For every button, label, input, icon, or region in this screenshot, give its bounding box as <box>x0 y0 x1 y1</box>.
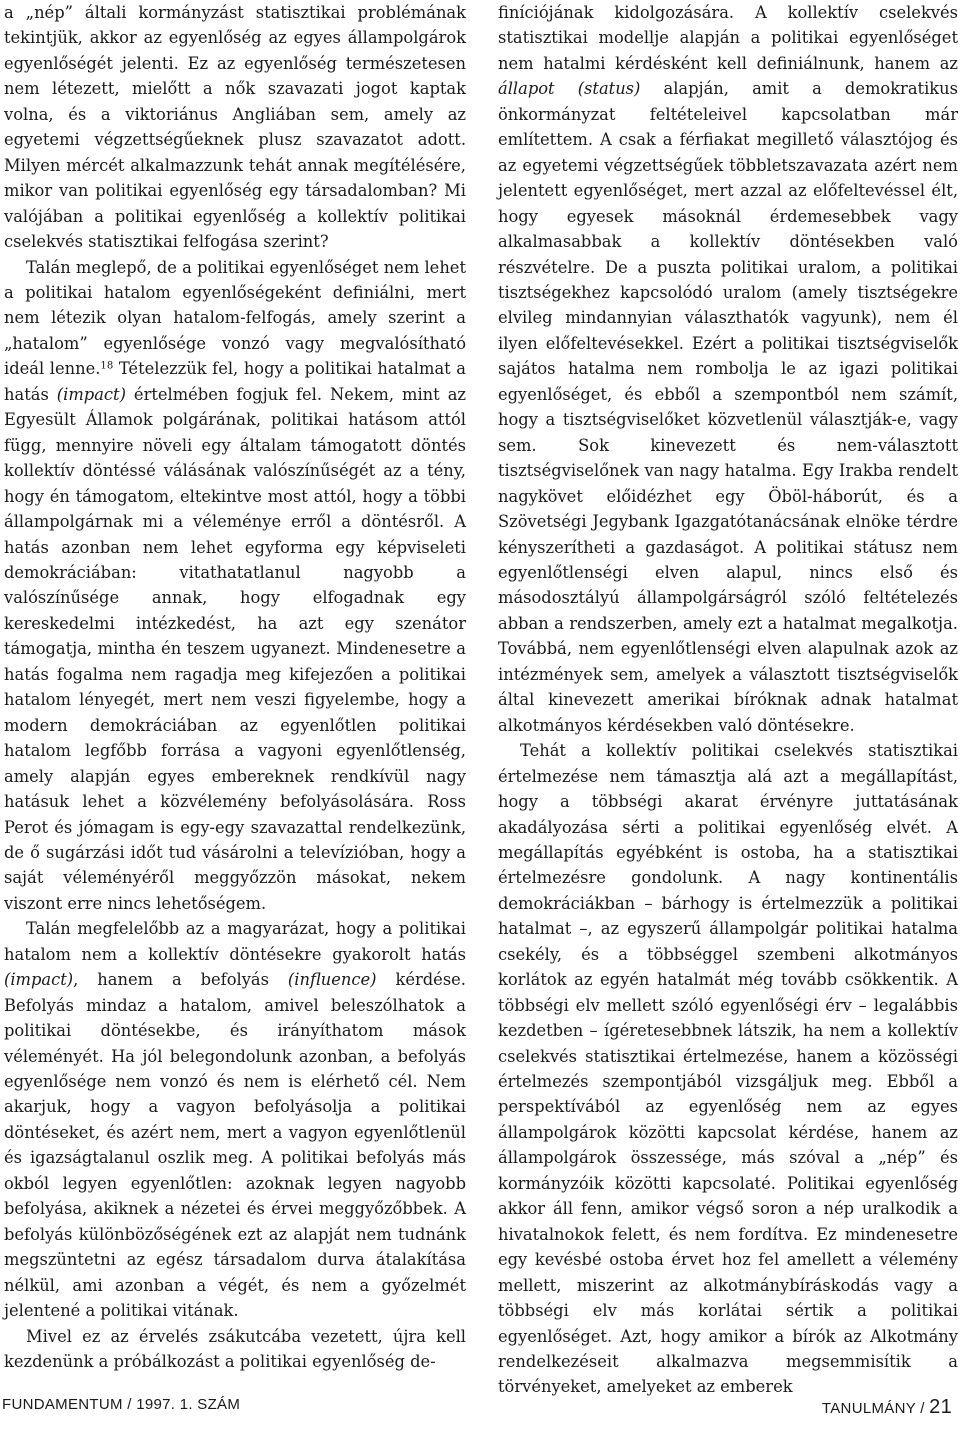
right-paragraph-2 <box>498 738 958 1400</box>
paragraph-text: Tehát a kollektív politikai cselekvés statisztikai értelmezése nem támasztja alá azt a megállapítást, hogy a többségi akarat érvényre juttatásának akadályozása sérti a politikai egyenlőség elvét. A megállapítás egyébként is ostoba, ha a statisztikai értelmezésre gondolunk. A nagy kontinentális demokráciákban – bárhogy is értelmezzük a politikai hatalmat –, az egyszerű állampolgár politikai hatalma csekély, és a többséggel szembeni alkotmányos korlátok az egyén hatalmát még tovább csökkentik. A többségi elv mellett szóló egyenlőségi érv – legalábbis kezdetben – ígéretesebbnek látszik, ha nem a kollektív cselekvés statisztikai értelmezése, hanem a közösségi értelmezés szempontjából vizsgáljuk meg. Ebből a perspektívából az egyenlőség nem az egyes állampolgárok közötti kapcsolat kérdése, hanem az állampolgárok összessége, más szóval a „nép” és kormányzóik közötti kapcsolaté. Politikai egyenlőség akkor áll fenn, amikor végső soron a nép uralkodik a hivatalnokok felett, és nem fordítva. Ez mindenesetre egy kevésbé ostoba érvet hoz fel amellett a vélemény mellett, miszerint az alkotmánybíráskodás vagy a többségi elv más korlátai sértik a politikai egyenlőséget. Azt, hogy amikor a bírók az Alkotmány rendelkezéseit alkalmazva megsemmisítik a törvényeket, amelyeket az emberek <box>498 741 958 1397</box>
paragraph-text: kérdése. Befolyás mindaz a hatalom, amivel beleszólhatok a politikai döntésekbe, és irányíthatom mások véleményét. Ha jól belegondolunk azonban, a befolyás egyenlősége nem vonzó és nem is elérhető cél. Nem akarjuk, hogy a vagyon befolyásolja a politikai döntéseket, és azért nem, mert a vagyon egyenlőtlenül és igazságtalanul oszlik meg. A politikai befolyás más okból legyen egyenlőtlen: azoknak legyen nagyobb befolyása, akiknek a nézetei és érvei meggyőzőbbek. A befolyás különbözőségének ezt az alapját nem tudnánk megszüntetni az egész társadalom durva átalakítása nélkül, ami azonban a végét, és nem a győzelmét jelentené a politikai vitának. <box>4 970 466 1321</box>
paragraph-text: Mivel ez az érvelés zsákutcába vezetett, újra kell kezdenünk a próbálkozást a politikai egyenlőség de- <box>4 1326 466 1372</box>
left-column <box>4 0 466 1374</box>
paragraph-text: Talán megfelelőbb az a magyarázat, hogy a politikai hatalom nem a kollektív döntésekre gyakorolt hatás <box>4 919 466 964</box>
italic-term: (impact) <box>4 970 74 990</box>
paragraph-text: finíciójának kidolgozására. A kollektív cselekvés statisztikai modellje alapján a politikai egyenlőséget nem hatalmi kérdésként kell definiálnunk, hanem az <box>498 3 958 73</box>
journal-issue: FUNDAMENTUM / 1997. 1. SZÁM <box>2 1396 241 1413</box>
page-number: 21 <box>929 1396 952 1418</box>
paragraph-text: Tételezzük fel, hogy a politikai hatalmat a hatás <box>4 359 466 404</box>
left-paragraph-3 <box>4 916 466 1323</box>
footnote-ref[interactable]: 18 <box>100 360 114 372</box>
paragraph-text: értelmében fogjuk fel. Nekem, mint az Egyesült Államok polgárának, politikai hatásom attól függ, mennyire növeli egy általam támogatott döntés kollektív döntéssé válásának valószínűségét az a tény, hogy én támogatom, eltekintve most attól, hogy a többi állampolgárnak mi a véleménye erről a döntésről. A hatás azonban nem lehet egyforma egy képviseleti demokráciában: vitathatatlanul nagyobb a valószínűsége annak, hogy elfogadnak egy kereskedelmi intézkedést, ha azt egy szenátor támogatja, mintha én teszem ugyanezt. Mindenesetre a hatás fogalma nem ragadja meg kifejezően a politikai hatalom lényegét, mert nem veszi figyelembe, hogy a modern demokráciában az egyenlőtlen politikai hatalom legfőbb forrása a vagyoni egyenlőtlenség, amely alapján egyes embereknek rendkívül nagy hatásuk lehet a közvélemény befolyásolására. Ross Perot és jómagam is egy-egy szavazattal rendelkezünk, de ő sugárzási időt tud vásárolni a televízióban, hogy a saját véleményéről meggyőzzön másokat, nekem viszont erre nincs lehetőségem. <box>4 384 466 913</box>
left-paragraph-2 <box>4 255 466 917</box>
paragraph-text: , hanem a befolyás <box>73 970 288 990</box>
left-paragraph-4 <box>4 1324 466 1375</box>
right-paragraph-1 <box>498 0 958 738</box>
paragraph-text: a „nép” általi kormányzást statisztikai problémának tekintjük, akkor az egyenlőség az egyes állampolgárok egyenlőségét jelenti. Ez az egyenlőség természetesen nem létezett, mielőtt a nők szavazati jogot kaptak volna, és a viktoriánus Angliában sem, amely az egyetemi végzettségűeknek plusz szavazatot adott. Milyen mércét alkalmazzunk tehát annak megítélésére, mikor van politikai egyenlőség egy társadalomban? Mi valójában a politikai egyenlőség a kollektív politikai cselekvés statisztikai felfogása szerint? <box>4 3 466 252</box>
section-footer <box>822 1396 952 1420</box>
journal-footer <box>2 1396 240 1420</box>
paragraph-text: Talán meglepő, de a politikai egyenlőséget nem lehet a politikai hatalom egyenlőségeként definiálni, mert nem létezik olyan hatalom-felfogás, amely szerint a „hatalom” egyenlősége vonzó vagy megvalósítható ideál lenne. <box>4 257 466 379</box>
italic-term: állapot (status) <box>498 79 641 99</box>
left-paragraph-1 <box>4 0 466 255</box>
right-column <box>498 0 958 1400</box>
italic-term: (influence) <box>287 970 377 990</box>
italic-term: (impact) <box>56 384 126 404</box>
paragraph-text: alapján, amit a demokratikus önkormányzat feltételeivel kapcsolatban már említettem. A csak a férfiakat megillető választójog és az egyetemi végzettségűek többletszavazata azért nem jelentett egyenlőséget, mert azzal az előfeltevéssel élt, hogy egyesek másoknál érdemesebbek vagy alkalmasabbak a kollektív döntésekben való részvételre. De a puszta politikai uralom, a politikai tisztségekhez kapcsolódó uralom (amely tisztségekre elvileg mindannyian választhatók vagyunk), nem él ilyen előfeltevésekkel. Ezért a politikai tisztségviselők sajátos hatalma nem rombolja le az igazi politikai egyenlőséget, és ebből a szempontból nem számít, hogy a tisztségviselőket közvetlenül választják-e, vagy sem. Sok kinevezett és nem-választott tisztségviselőnek van nagy hatalma. Egy Irakba rendelt nagykövet előidézhet egy Öböl-háborút, és a Szövetségi Jegybank Igazgatótanácsának elnöke térdre kényszerítheti a gazdaságot. A politikai státusz nem egyenlőtlenségi elven alapul, nincs első és másodosztályú állampolgárságról szóló feltételezés abban a rendszerben, amely ezt a hatalmat megalkotja. Továbbá, nem egyenlőtlenségi elven alapulnak azok az intézmények sem, amelyek a választott tisztségviselők által kinevezett amerikai bíróknak adnak hatalmat alkotmányos kérdésekben való döntésekre. <box>498 79 959 735</box>
section-label: TANULMÁNY / <box>821 1400 930 1417</box>
